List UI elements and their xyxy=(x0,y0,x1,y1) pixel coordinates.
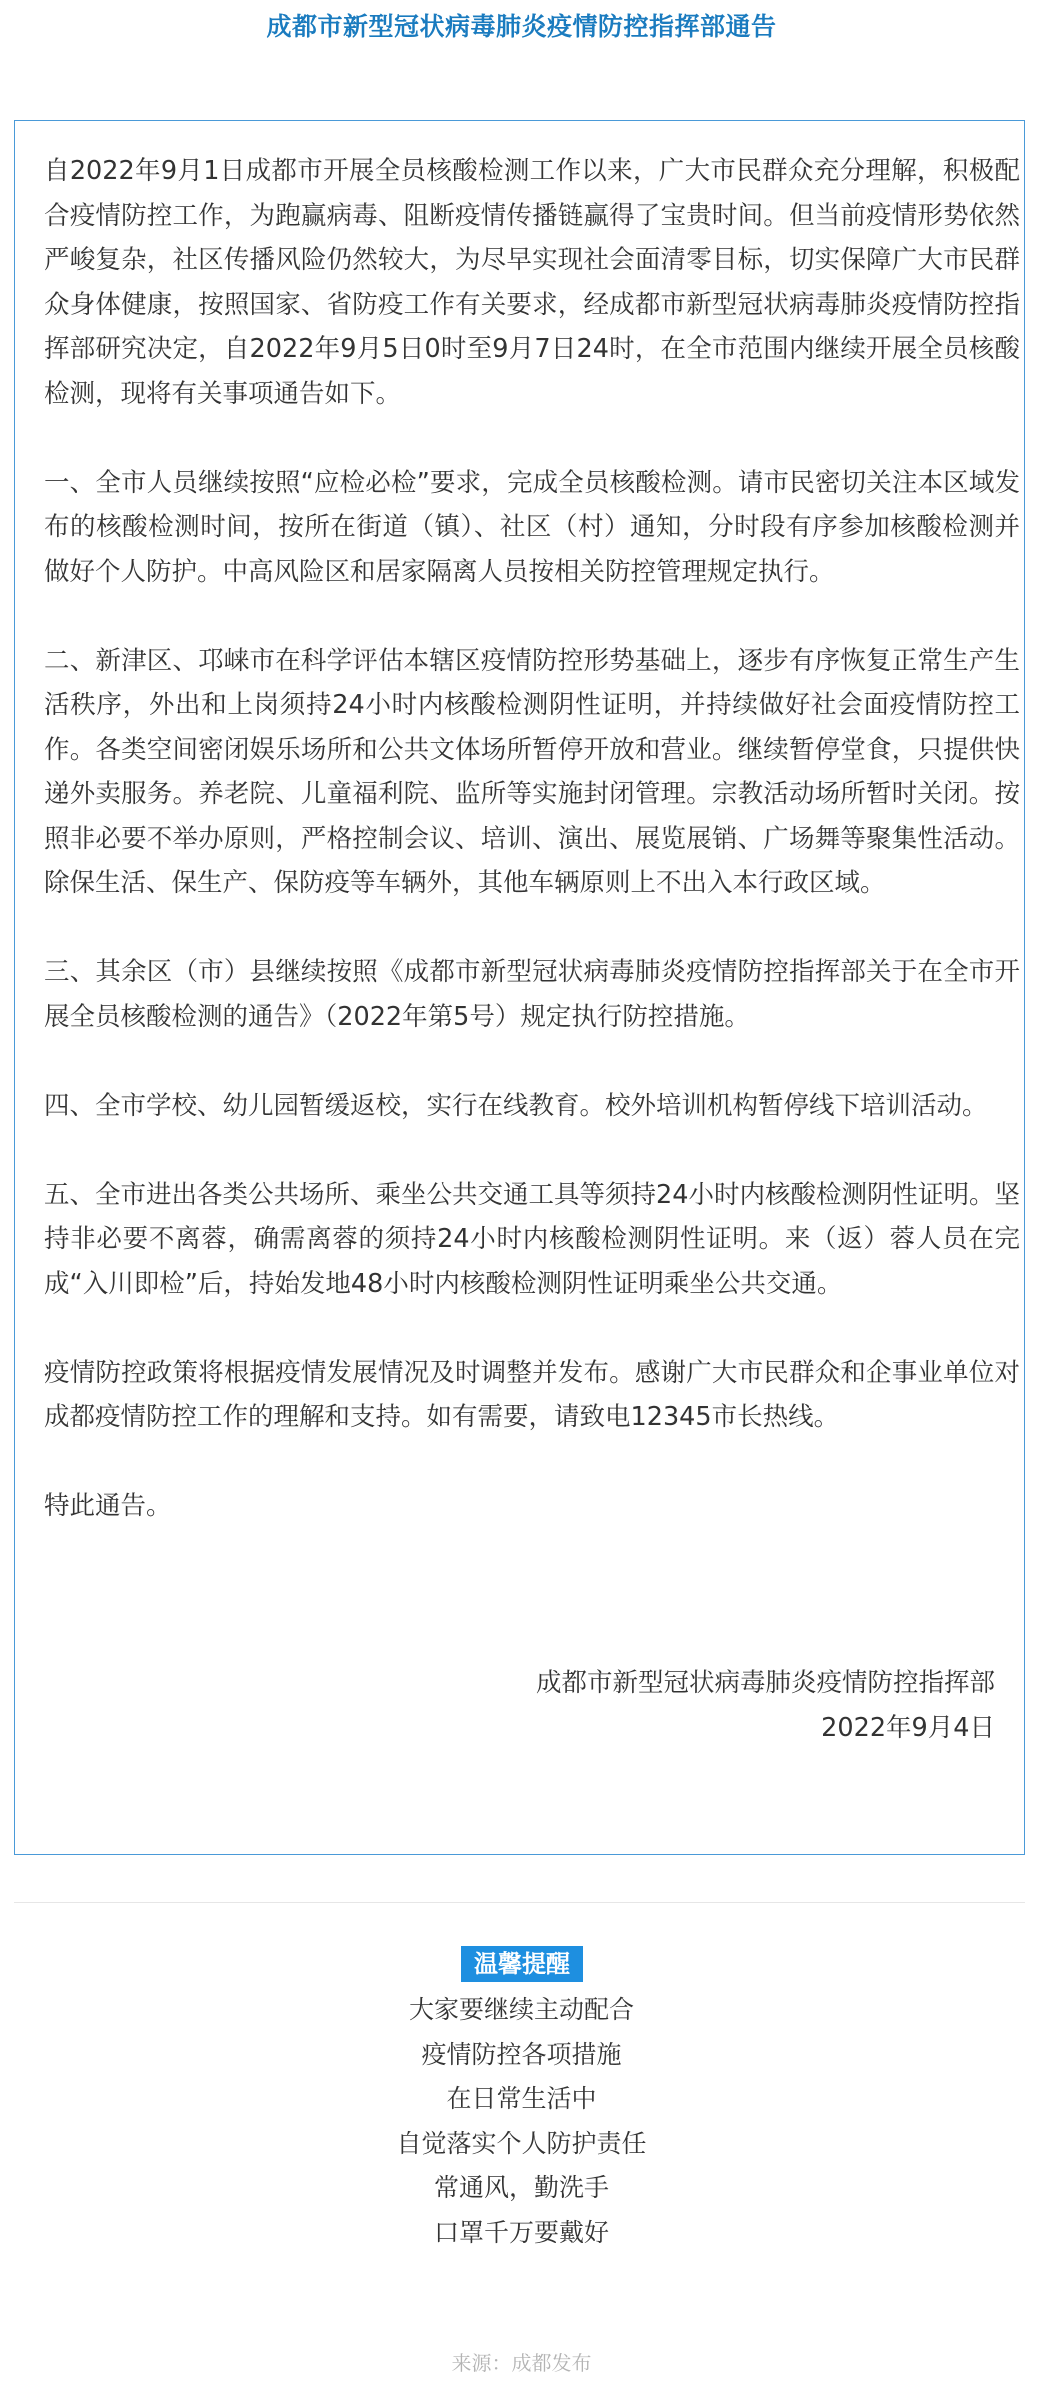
reminder-line: 大家要继续主动配合 xyxy=(408,1995,634,2024)
notice-paragraph-intro: 自2022年9月1日成都市开展全员核酸检测工作以来，广大市民群众充分理解，积极配合疫情防控工作，为跑赢病毒、阻断疫情传播链赢得了宝贵时间。但当前疫情形势依然严峻复杂，社区传播风险仍然较大，为尽早实现社会面清零目标，切实保障广大市民群众身体健康，按照国家、省防疫工作有关要求，经成都市新型冠状病毒肺炎疫情防控指挥部研究决定，自2022年9月5日0时至9月7日24时，在全市范围内继续开展全员核酸检测，现将有关事项通告如下。 xyxy=(44,156,1020,409)
reminder-list xyxy=(0,1988,1043,2255)
notice-box xyxy=(14,120,1025,1855)
reminder-line: 在日常生活中 xyxy=(446,2084,597,2113)
source-credit: 来源：成都发布 xyxy=(451,2351,592,2375)
notice-closing: 特此通告。 xyxy=(44,1491,172,1521)
reminder-line: 疫情防控各项措施 xyxy=(421,2039,622,2069)
page-title: 成都市新型冠状病毒肺炎疫情防控指挥部通告 xyxy=(266,12,777,41)
notice-body xyxy=(44,149,1020,1573)
notice-paragraph-4: 四、全市学校、幼儿园暂缓返校，实行在线教育。校外培训机构暂停线下培训活动。 xyxy=(44,1090,988,1121)
reminder-line: 口罩千万要戴好 xyxy=(433,2217,609,2247)
notice-signature xyxy=(536,1661,995,1751)
notice-paragraph-5: 五、全市进出各类公共场所、乘坐公共交通工具等须持24小时内核酸检测阴性证明。坚持非必要不离蓉，确需离蓉的须持24小时内核酸检测阴性证明。来（返）蓉人员在完成“入川即检”后，持始发地48小时内核酸检测阴性证明乘坐公共交通。 xyxy=(44,1179,1020,1299)
section-divider xyxy=(14,1902,1025,1903)
signature-org: 成都市新型冠状病毒肺炎疫情防控指挥部 xyxy=(535,1668,995,1698)
reminder-line: 常通风，勤洗手 xyxy=(433,2173,609,2202)
notice-paragraph-policy: 疫情防控政策将根据疫情发展情况及时调整并发布。感谢广大市民群众和企事业单位对成都疫情防控工作的理解和支持。如有需要，请致电12345市长热线。 xyxy=(44,1357,1020,1432)
reminder-badge: 温馨提醒 xyxy=(461,1946,583,1982)
notice-paragraph-1: 一、全市人员继续按照“应检必检”要求，完成全员核酸检测。请市民密切关注本区域发布的核酸检测时间，按所在街道（镇）、社区（村）通知，分时段有序参加核酸检测并做好个人防护。中高风险区和居家隔离人员按相关防控管理规定执行。 xyxy=(44,467,1020,587)
notice-paragraph-3: 三、其余区（市）县继续按照《成都市新型冠状病毒肺炎疫情防控指挥部关于在全市开展全员核酸检测的通告》（2022年第5号）规定执行防控措施。 xyxy=(44,957,1020,1032)
signature-date: 2022年9月4日 xyxy=(821,1713,995,1743)
reminder-line: 自觉落实个人防护责任 xyxy=(396,2128,647,2158)
notice-paragraph-2: 二、新津区、邛崃市在科学评估本辖区疫情防控形势基础上，逐步有序恢复正常生产生活秩序，外出和上岗须持24小时内核酸检测阴性证明，并持续做好社会面疫情防控工作。各类空间密闭娱乐场所和公共文体场所暂停开放和营业。继续暂停堂食，只提供快递外卖服务。养老院、儿童福利院、监所等实施封闭管理。宗教活动场所暂时关闭。按照非必要不举办原则，严格控制会议、培训、演出、展览展销、广场舞等聚集性活动。除保生活、保生产、保防疫等车辆外，其他车辆原则上不出入本行政区域。 xyxy=(44,645,1020,898)
